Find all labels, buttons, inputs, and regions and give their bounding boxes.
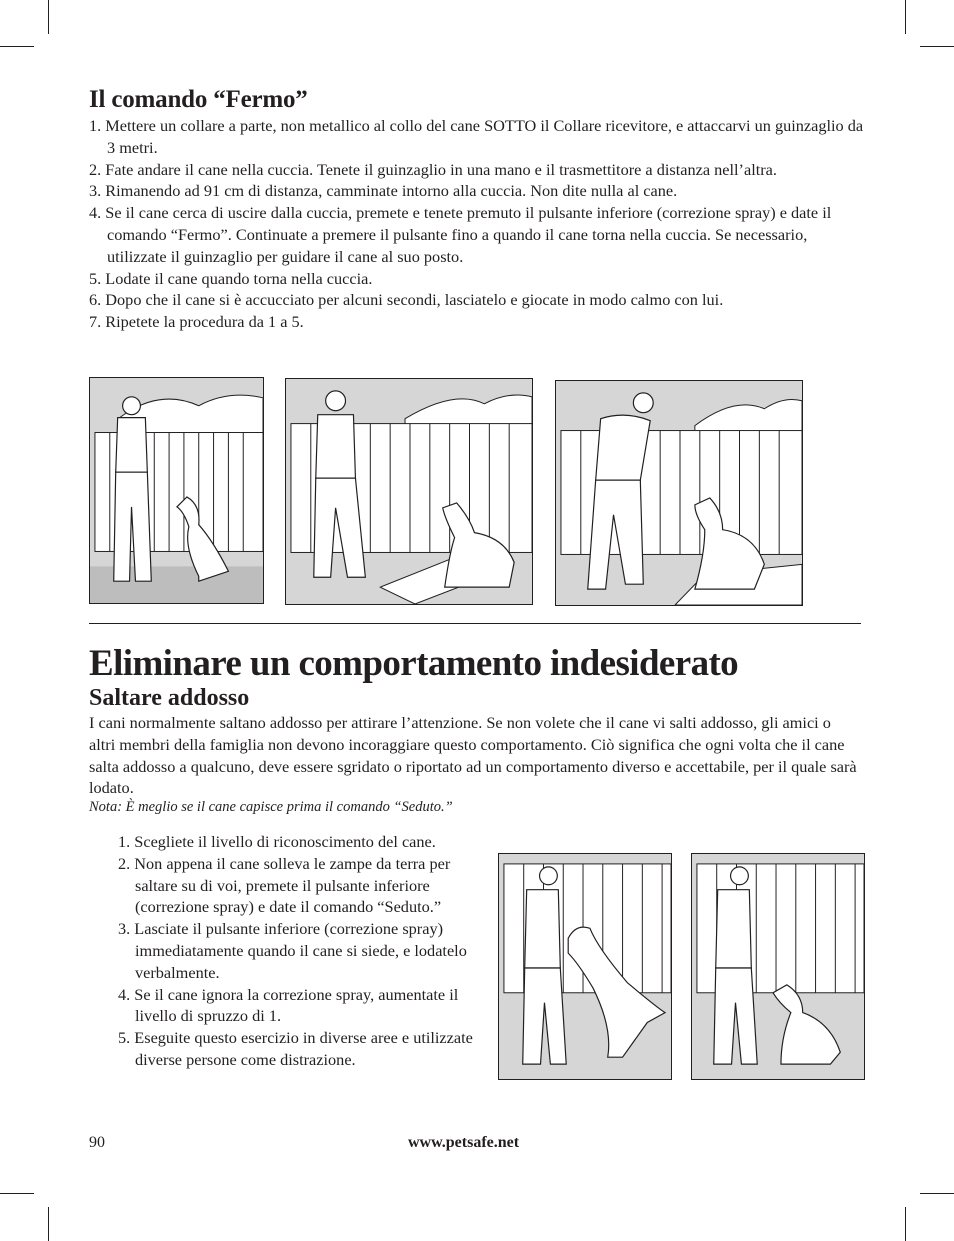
steps-list (89, 115, 869, 333)
page-number: 90 (89, 1134, 105, 1151)
list-item: 4. Se il cane ignora la correzione spray, aumentate il livello di spruzzo di 1. (118, 984, 459, 1026)
illustration-dog-jumping (498, 853, 672, 1080)
illustration-man-bending-dog (555, 380, 803, 606)
crop-mark (920, 46, 954, 47)
page-heading: Eliminare un comportamento indesiderato (89, 643, 739, 684)
list-item: 7. Ripetete la procedura da 1 a 5. (89, 312, 304, 332)
list-item: 1. Scegliete il livello di riconoscimento del cane. (118, 832, 436, 851)
crop-mark (0, 1193, 34, 1194)
website-url: www.petsafe.net (408, 1134, 520, 1151)
list-item: 5. Eseguite questo esercizio in diverse aree e utilizzate diverse persone come distrazione. (118, 1028, 473, 1069)
illustration-man-dog-walking (285, 378, 533, 605)
list-item: 6. Dopo che il cane si è accucciato per alcuni secondi, lasciatelo e giocate in modo calmo con lui. (89, 290, 724, 310)
crop-mark (48, 1207, 49, 1241)
divider (89, 623, 861, 624)
list-item: 2. Fate andare il cane nella cuccia. Tenete il guinzaglio in una mano e il trasmettitore a distanza nell’altra. (89, 159, 777, 179)
list-item: 1. Mettere un collare a parte, non metallico al collo del cane SOTTO il Collare ricevitore, e attaccarvi un guinzaglio da 3 metri. (89, 116, 864, 157)
note-text: Nota: È meglio se il cane capisce prima il comando “Seduto.” (89, 799, 453, 815)
steps-list (118, 831, 480, 1071)
section-title: Il comando “Fermo” (89, 86, 308, 113)
list-item: 2. Non appena il cane solleva le zampe da terra per saltare su di voi, premete il pulsante inferiore (correzione spray) e date il comando “Seduto.” (118, 853, 451, 917)
subsection-title: Saltare addosso (89, 685, 250, 711)
crop-mark (920, 1193, 954, 1194)
list-item: 3. Lasciate il pulsante inferiore (correzione spray) immediatamente quando il cane si siede, e lodatelo verbalmente. (118, 919, 467, 982)
intro-paragraph: I cani normalmente saltano addosso per attirare l’attenzione. Se non volete che il cane vi salti addosso, gli amici o altri membri della famiglia non devono incoraggiare questo comportamento. Ciò significa che ogni volta che il cane salta addosso a qualcuno, deve essere sgridato o riportato ad un comportamento diverso e accettabile, per il quale sarà lodato. (89, 713, 857, 798)
illustration-dog-seated (691, 853, 865, 1080)
crop-mark (905, 0, 906, 34)
crop-mark (905, 1207, 906, 1241)
list-item: 4. Se il cane cerca di uscire dalla cuccia, premete e tenete premuto il pulsante inferiore (correzione spray) e date il comando “Fermo”. Continuate a premere il pulsante fino a quando il cane torna nella cuccia. Se necessario, utilizzate il guinzaglio per guidare il cane al suo posto. (89, 203, 832, 266)
crop-mark (48, 0, 49, 34)
list-item: 3. Rimanendo ad 91 cm di distanza, camminate intorno alla cuccia. Non dite nulla al cane. (89, 181, 678, 201)
crop-mark (0, 46, 34, 47)
illustration-man-dog-sitting (89, 377, 264, 604)
list-item: 5. Lodate il cane quando torna nella cuccia. (89, 268, 373, 288)
